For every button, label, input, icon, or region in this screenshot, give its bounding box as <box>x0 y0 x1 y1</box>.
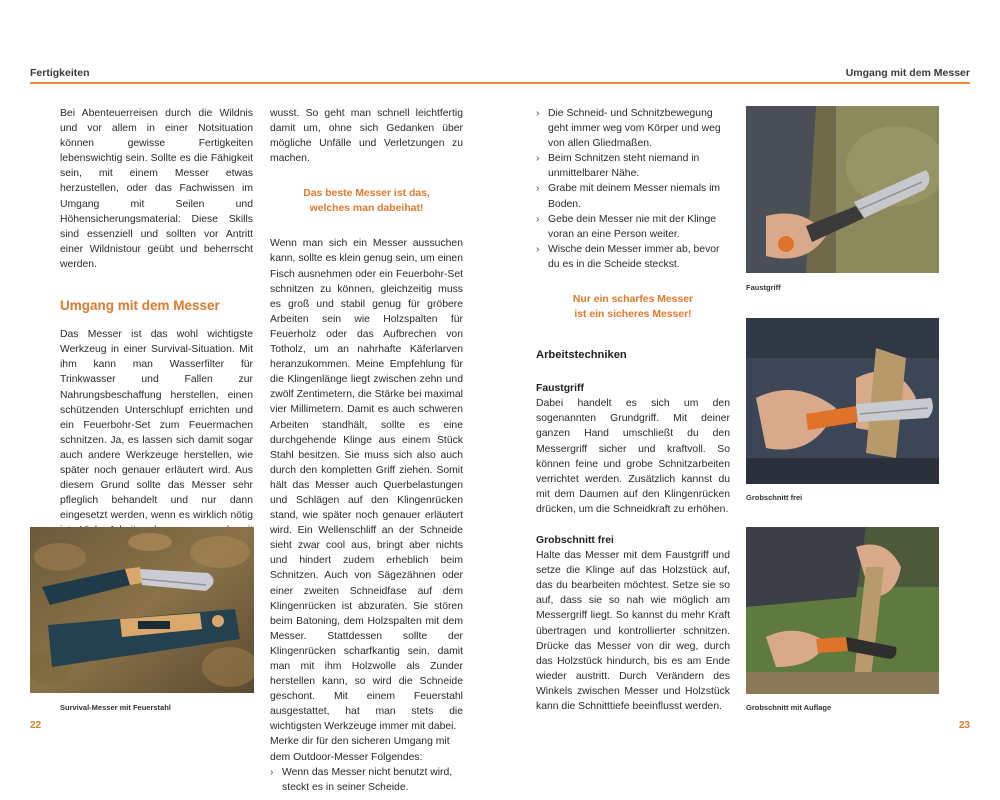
header-rule-right <box>500 82 970 84</box>
running-head-left: Fertigkeiten <box>30 67 90 79</box>
photo-grobschnitt-auflage-graphic <box>746 527 939 694</box>
list-item: › Beim Schnitzen steht niemand in unmittelbarer Nähe. <box>536 151 730 181</box>
column-left-page-1 <box>60 106 253 584</box>
column-right-page <box>536 106 730 714</box>
pull-quote-line-1: Das beste Messer ist das, <box>303 188 430 200</box>
pull-quote-best-knife <box>270 186 463 216</box>
photo-faustgriff <box>746 106 939 273</box>
paragraph-awareness: wusst. So geht man schnell leichtfertig damit um, ohne sich Gedanken über mögliche Unfälle und Verletzungen zu machen. <box>270 108 463 165</box>
paragraph-safety-intro: Merke dir für den sicheren Umgang mit dem Outdoor-Messer Folgendes: <box>270 736 450 763</box>
caption-faustgriff: Faustgriff <box>746 283 781 292</box>
paragraph-faustgriff: Dabei handelt es sich um den sogenannten Grundgriff. Mit deiner ganzen Hand umschließt du den Messergriff sicher und kraftvoll. So können feine und grobe Schnitzarbeiten verrichtet werden. Zusätzlich kannst du mit dem Daumen auf den Klingenrücken drücken, um die Schneidkraft zu erhöhen. <box>536 398 730 515</box>
intro-paragraph: Bei Abenteuerreisen durch die Wildnis und vor allem in einer Notsituation können gewisse Fertigkeiten lebenswichtig sein. Sollte es die Fähigkeit sein, mit einem Messer etwas herzustellen, oder das Fachwissen im Umgang mit Seilen und Höhensicherungsmaterial: Diese Skills sind essenziell und sollten vor Antritt einer Wildnistour geübt und beherrscht werden. <box>60 108 253 270</box>
caption-grobschnitt-auflage: Grobschnitt mit Auflage <box>746 703 832 712</box>
safety-list-continued <box>536 106 730 272</box>
heading-faustgriff: Faustgriff <box>536 383 584 395</box>
caption-grobschnitt-frei: Grobschnitt frei <box>746 493 803 502</box>
section-title-techniques: Arbeitstechniken <box>536 349 627 362</box>
safety-list-start <box>270 765 463 795</box>
photo-faustgriff-graphic <box>746 106 939 273</box>
list-item: › Gebe dein Messer nie mit der Klinge voran an eine Person weiter. <box>536 212 730 242</box>
photo-grobschnitt-frei-graphic <box>746 318 939 484</box>
caption-survival-knife: Survival-Messer mit Feuerstahl <box>60 703 171 712</box>
heading-grobschnitt: Grobschnitt frei <box>536 534 614 546</box>
pull-quote-sharp-knife <box>536 292 730 322</box>
photo-survival-knife <box>30 527 254 693</box>
photo-grobschnitt-auflage <box>746 527 939 694</box>
list-item: › Die Schneid- und Schnitzbewegung geht immer weg vom Körper und weg von allen Gliedmaßen. <box>536 106 730 151</box>
list-item: › Grabe mit deinem Messer niemals im Boden. <box>536 181 730 211</box>
paragraph-grobschnitt: Halte das Messer mit dem Faustgriff und setze die Klinge auf das Holzstück auf, das du bearbeiten möchtest. Setze sie so auf, dass sie so nah wie möglich am Messergriff liegt. So kannst du mehr Kraft übertragen und kontrollierter schnitzen. Drücke das Messer von dir weg, durch das Holzstück hindurch, bis es am Ende wieder austritt. Durch Verändern des Winkels zwischen Messer und Holzstück kann die Schnitttiefe beeinflusst werden. <box>536 550 730 712</box>
column-left-page-2 <box>270 106 463 795</box>
knife-body-paragraph: Das Messer ist das wohl wichtigste Werkzeug in einer Survival-Situation. Mit ihm kann man Wasserfilter für Trinkwasser und Fallen zur Nahrungsbeschaffung herstellen, einen schützenden Unterschlupf errichten und ein Feuerbohr-Set zum Feuermachen schnitzen. Ja, es lassen sich damit sogar auch andere Werkzeuge herstellen, wie später noch genauer erläutert wird. Aus diesem Grund sollte das Messer sehr pfleglich behandelt und nur dann eingesetzt werden, wenn es wirklich nötig <box>60 329 253 522</box>
header-rule-left <box>30 82 500 84</box>
list-item: › Wenn das Messer nicht benutzt wird, steckt es in seiner Scheide. <box>270 765 463 795</box>
pull-quote-line-2: ist ein sicheres Messer! <box>574 309 692 321</box>
photo-grobschnitt-frei <box>746 318 939 484</box>
page-number-left: 22 <box>30 720 42 731</box>
photo-survival-knife-graphic <box>30 527 254 693</box>
page-number-right: 23 <box>958 720 970 731</box>
paragraph-knife-choice: Wenn man sich ein Messer aussuchen kann, sollte es klein genug sein, um einen Fisch ausnehmen oder ein Feuerbohr-Set schnitzen zu können, gleichzeitig muss es groß und stabil genug für gröbere Arbeiten sein wie Holzspalten für Feuerholz oder das Aufbrechen von Totholz, um an nahrhafte Käferlarven heranzukommen. Meine Empfehlung für die Klingenlänge liegt zwischen zehn und zwölf Zentimetern, die Stärke bei maximal vier Millimetern. Damit es auch schweren Arbeiten standhält, sollte es eine durchgehende Klinge aus einem Stück Stahl besitzen. Sie muss sich also auch durch den kompletten Griff ziehen. Somit hält das Messer auch Querbelastungen und Schlägen auf den Klingenrücken stand, wie später noch genauer erläutert wird. Ein Wellenschliff an der Schneide sieht zwar cool aus, bringt aber nichts und hindert zudem erheblich beim Schnitzen. Auch von Sägezähnen oder einer zweiten Schneidfase auf dem Klingenrücken ist abzuraten. Sie stören beim Batoning, dem Holzspalten mit dem Messer. Stattdessen sollte der Klingenrücken scharfkantig sein, damit man mit ihm Holzwolle als Zunder herstellen kann, so wird die Schneide geschont. Mit einem Feuerstahl ausgestattet, hat man stets die wichtigsten Werkzeuge immer mit dabei. <box>270 238 463 733</box>
list-item: › Wische dein Messer immer ab, bevor du es in die Scheide steckst. <box>536 242 730 272</box>
section-title: Umgang mit dem Messer <box>60 298 220 314</box>
running-head-right: Umgang mit dem Messer <box>845 67 970 79</box>
pull-quote-line-2: welches man dabeihat! <box>309 203 424 215</box>
pull-quote-line-1: Nur ein scharfes Messer <box>572 294 694 306</box>
